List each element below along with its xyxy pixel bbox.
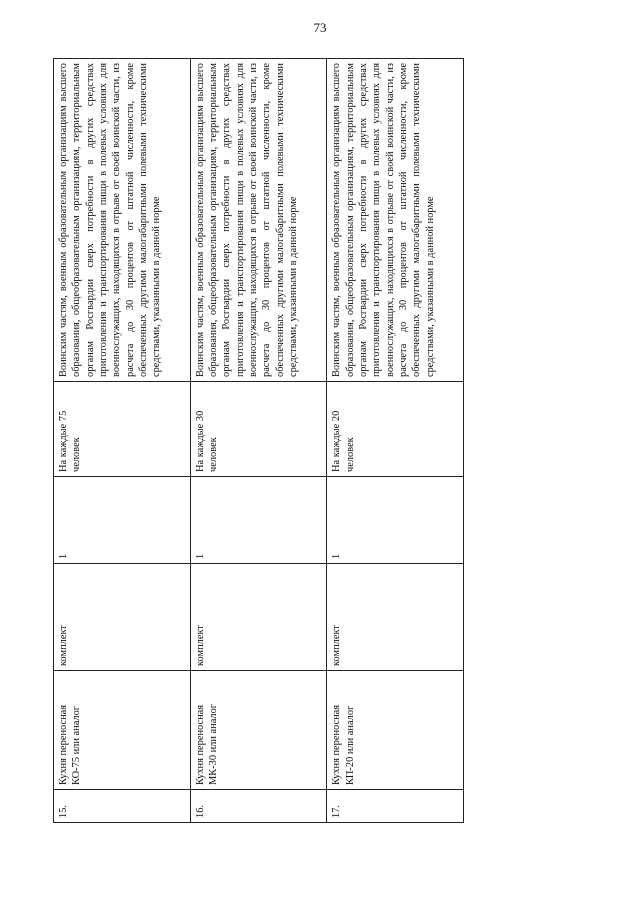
- recipients-note: Воинским частям, военным образовательным организациям высшего образования, общеобразовательным организациям, территориальным органам Росгвардии сверх потребности в других средствах приготовления и транспортирования пищи в полевых условиях для военнослужащих, находящихся в отрыве от своей воинской части, из расчета до 30 процентов от штатной численности, кроме обеспеченных другими малогабаритными полевыми техническими средствами, указанными в данной норме: [190, 59, 327, 382]
- item-name: Кухня переносная КО-75 или аналог: [54, 671, 191, 790]
- table-row: [54, 59, 191, 823]
- quantity: 1: [54, 477, 191, 564]
- rotated-table-container: [53, 58, 464, 823]
- recipients-note: Воинским частям, военным образовательным организациям высшего образования, общеобразовательным организациям, территориальным органам Росгвардии сверх потребности в других средствах приготовления и транспортирования пищи в полевых условиях для военнослужащих, находящихся в отрыве от своей воинской части, из расчета до 30 процентов от штатной численности, кроме обеспеченных другими малогабаритными полевыми техническими средствами, указанными в данной норме: [54, 59, 191, 382]
- row-number: 16.: [190, 790, 327, 823]
- item-name: Кухня переносная МК-30 или аналог: [190, 671, 327, 790]
- table-row: [190, 59, 327, 823]
- item-name: Кухня переносная КП-20 или аналог: [327, 671, 464, 790]
- page-number: 73: [313, 20, 327, 35]
- unit-of-measure: комплект: [190, 564, 327, 671]
- quantity: 1: [327, 477, 464, 564]
- unit-of-measure: комплект: [54, 564, 191, 671]
- norms-table: [53, 58, 464, 823]
- row-number: 17.: [327, 790, 464, 823]
- quantity: 1: [190, 477, 327, 564]
- unit-of-measure: комплект: [327, 564, 464, 671]
- table-row: [327, 59, 464, 823]
- issue-norm: На каждые 20 человек: [327, 382, 464, 477]
- issue-norm: На каждые 75 человек: [54, 382, 191, 477]
- row-number: 15.: [54, 790, 191, 823]
- recipients-note: Воинским частям, военным образовательным организациям высшего образования, общеобразовательным организациям, территориальным органам Росгвардии сверх потребности в других средствах приготовления и транспортирования пищи в полевых условиях для военнослужащих, находящихся в отрыве от своей воинской части, из расчета до 30 процентов от штатной численности, кроме обеспеченных другими малогабаритными полевыми техническими средствами, указанными в данной норме: [327, 59, 464, 382]
- issue-norm: На каждые 30 человек: [190, 382, 327, 477]
- rotated-table-inner: [53, 58, 464, 823]
